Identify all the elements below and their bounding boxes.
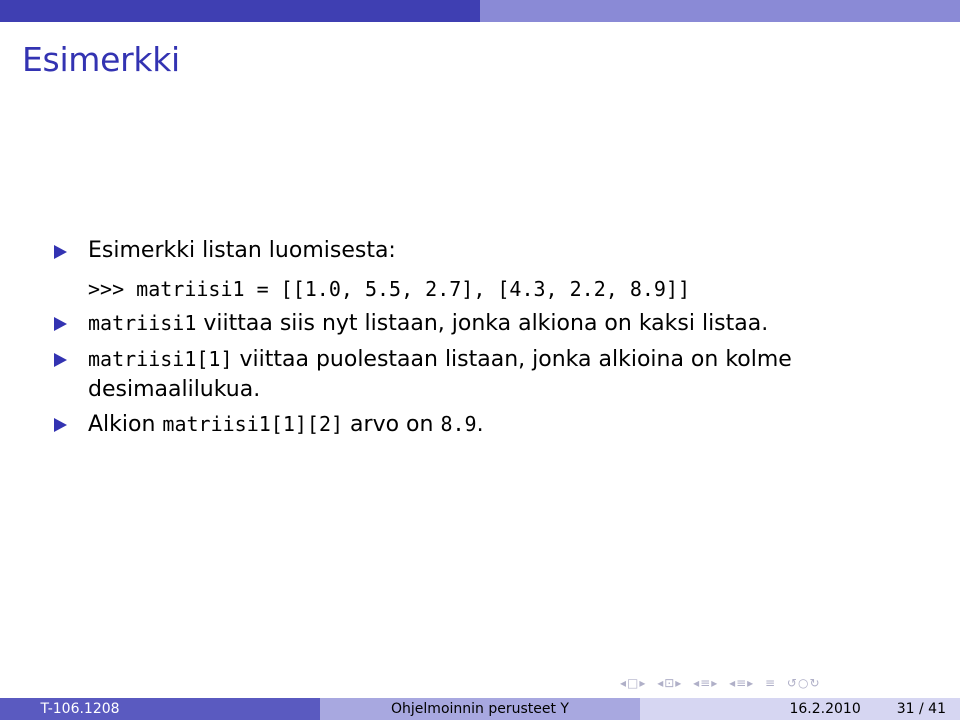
item-text-post: . — [476, 412, 484, 437]
bullet-icon — [54, 245, 67, 259]
item-code-value: 8.9 — [440, 412, 477, 436]
item-text-mid: arvo on — [343, 412, 441, 437]
nav-align-icon[interactable]: ≡ — [765, 676, 777, 690]
header-bar — [0, 0, 960, 22]
footer-date: 16.2.2010 — [789, 701, 861, 717]
nav-prev-frame-icon[interactable]: ◂□▸ — [620, 676, 647, 690]
footer-course-code: T-106.1208 — [40, 701, 120, 717]
item-text: viittaa siis nyt listaan, jonka alkiona on kaksi listaa. — [196, 311, 769, 336]
footer-page: 31 / 41 — [896, 701, 946, 717]
nav-search-icon[interactable]: ↺○↻ — [786, 676, 821, 690]
list-item — [54, 308, 934, 339]
footer-course-title: Ohjelmoinnin perusteet Y — [391, 701, 569, 717]
footer-course — [0, 698, 320, 720]
item-code: matriisi1[1][2] — [162, 412, 344, 436]
item-text-pre: Alkion — [88, 412, 163, 437]
bullet-icon — [54, 317, 67, 331]
item-text: viittaa puolestaan listaan, jonka alkioina on kolme desimaalilukua. — [88, 347, 792, 402]
nav-prev-subsection-icon[interactable]: ◂≡▸ — [693, 676, 719, 690]
slide-content — [54, 236, 934, 440]
item-code: matriisi1[1] — [88, 347, 233, 371]
slide-title: Esimerkki — [22, 40, 180, 79]
footer-title — [320, 698, 640, 720]
bullet-icon — [54, 418, 67, 432]
bullet-icon — [54, 353, 67, 367]
list-item — [54, 409, 934, 440]
list-item — [54, 236, 934, 266]
header-bar-left — [0, 0, 480, 22]
footer-bar — [0, 698, 960, 720]
nav-next-frame-icon[interactable]: ◂⊡▸ — [657, 676, 683, 690]
item-text: Esimerkki listan luomisesta: — [88, 238, 396, 263]
item-code: matriisi1 — [88, 311, 197, 335]
footer-info — [640, 698, 960, 720]
navigation-symbols — [620, 676, 950, 692]
code-example: >>> matriisi1 = [[1.0, 5.5, 2.7], [4.3, 2.2, 8.9]] — [88, 277, 691, 301]
list-item — [54, 344, 934, 405]
header-bar-right — [480, 0, 960, 22]
nav-next-section-icon[interactable]: ◂≡▸ — [729, 676, 755, 690]
